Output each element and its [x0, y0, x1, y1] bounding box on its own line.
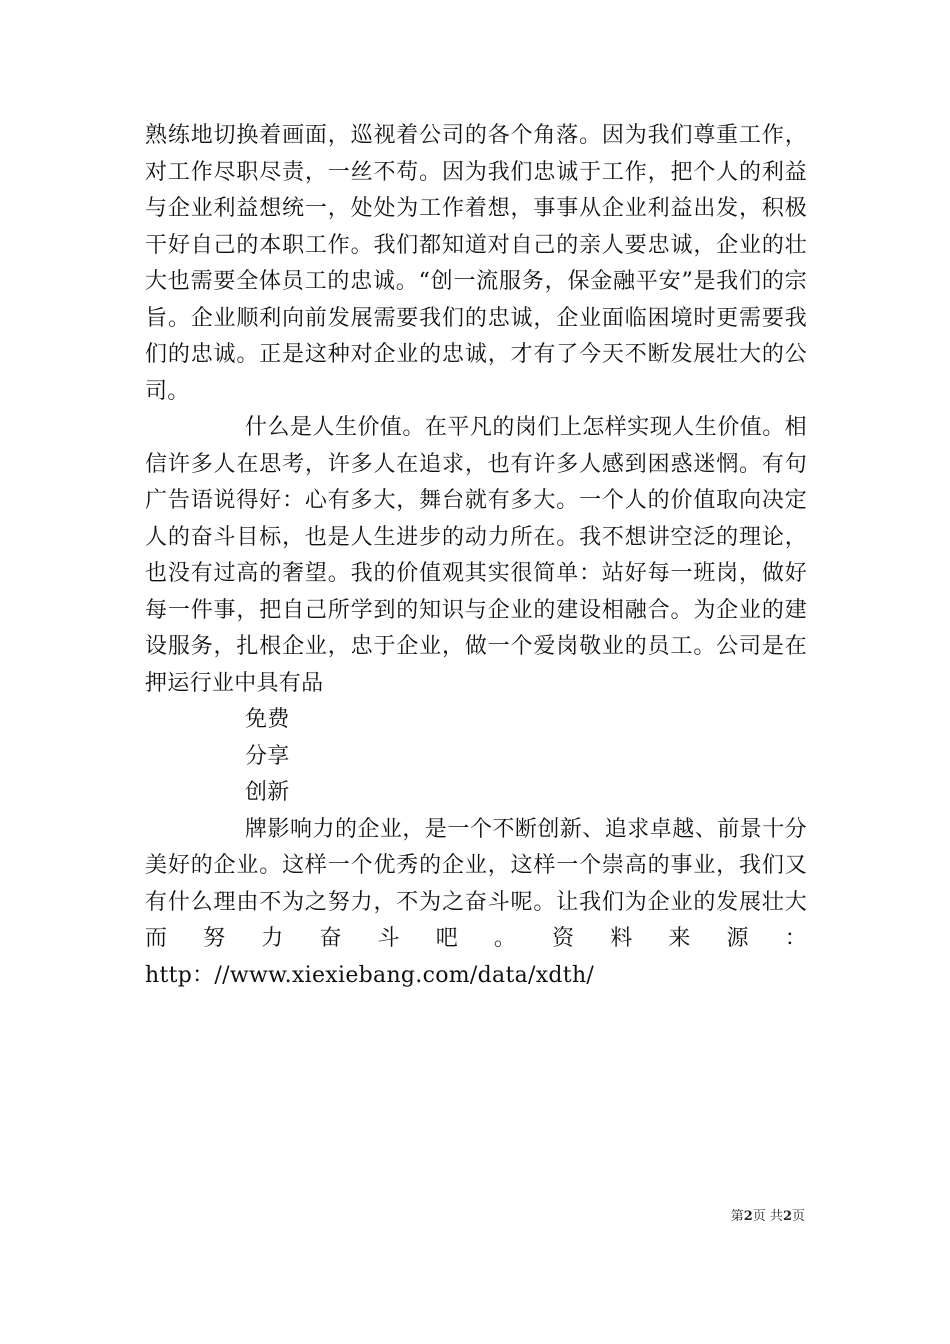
- page-number-footer: [731, 1205, 805, 1224]
- short-line-innovate: 创新: [245, 780, 290, 805]
- footer-current-page: 2: [743, 1209, 753, 1224]
- footer-suffix: 页: [791, 1209, 805, 1224]
- paragraph-closing: 牌影响力的企业，是一个不断创新、追求卓越、前景十分美好的企业。这样一个优秀的企业，这样一个崇高的事业，我们又有什么理由不为之努力，不为之奋斗呢。让我们为企业的发展壮大而努力奋斗吧。资料来源：http：//www.xiexiebang.com/data/xdth/: [145, 816, 807, 988]
- short-line-free: 免费: [245, 707, 290, 732]
- short-line-share: 分享: [245, 743, 290, 769]
- footer-prefix: 第: [730, 1209, 744, 1224]
- paragraph-loyalty: 熟练地切换着画面，巡视着公司的各个角落。因为我们尊重工作，对工作尽职尽责，一丝不苟。因为我们忠诚于工作，把个人的利益与企业利益想统一，处处为工作着想，事事从企业利益出发，积极干好自己的本职工作。我们都知道对自己的亲人要忠诚，企业的壮大也需要全体员工的忠诚。“创一流服务，保金融平安”是我们的宗旨。企业顺利向前发展需要我们的忠诚，企业面临困境时更需要我们的忠诚。正是这种对企业的忠诚，才有了今天不断发展壮大的公司。: [145, 123, 807, 404]
- footer-total-pages: 2: [782, 1209, 792, 1224]
- document-body: [145, 118, 807, 994]
- paragraph-life-value: 什么是人生价值。在平凡的岗们上怎样实现人生价值。相信许多人在思考，许多人在追求，也有许多人感到困惑迷惘。有句广告语说得好：心有多大，舞台就有多大。一个人的价值取向决定人的奋斗目标，也是人生进步的动力所在。我不想讲空泛的理论，也没有过高的奢望。我的价值观其实很简单：站好每一班岗，做好每一件事，把自己所学到的知识与企业的建设相融合。为企业的建设服务，扎根企业，忠于企业，做一个爱岗敬业的员工。公司是在押运行业中具有品: [145, 415, 807, 696]
- footer-middle: 页 共: [752, 1209, 783, 1224]
